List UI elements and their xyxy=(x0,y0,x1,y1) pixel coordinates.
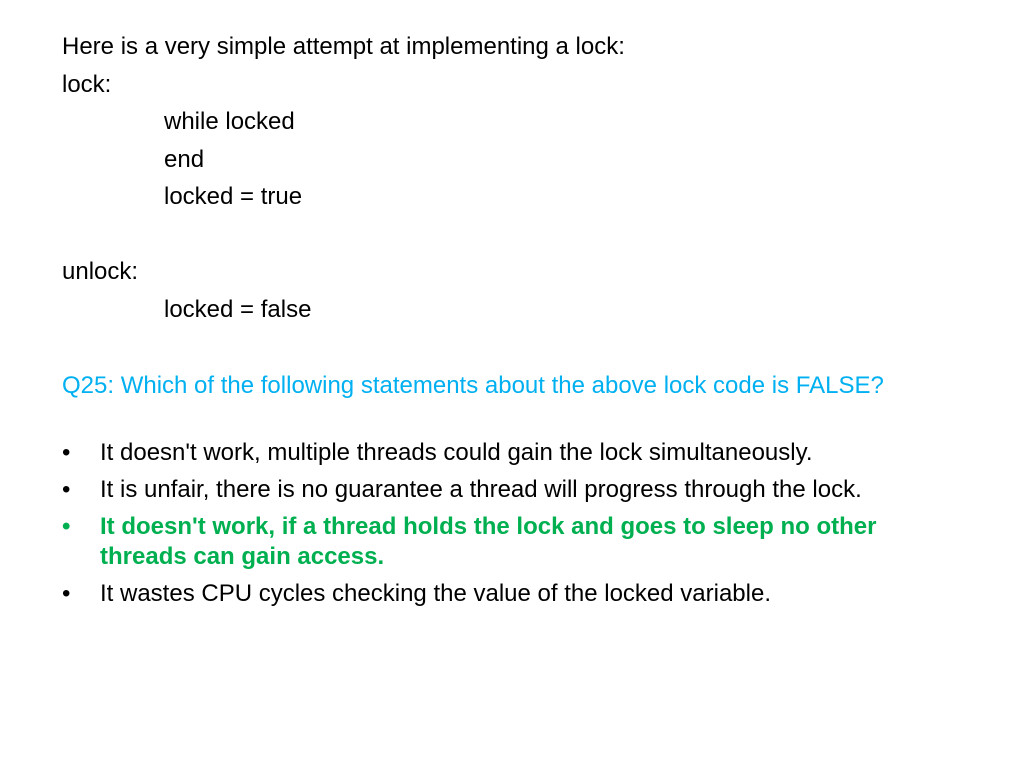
option-text: It doesn't work, if a thread holds the lock and goes to sleep no other threads can gain access. xyxy=(100,513,877,570)
option-text: It doesn't work, multiple threads could gain the lock simultaneously. xyxy=(100,439,813,466)
bullet-icon: • xyxy=(62,476,71,503)
bullet-icon: • xyxy=(62,580,71,607)
option-text: It is unfair, there is no guarantee a thread will progress through the lock. xyxy=(100,476,862,503)
bullet-icon: • xyxy=(62,439,71,466)
question-text: Q25: Which of the following statements about the above lock code is FALSE? xyxy=(62,372,884,399)
code-line-locked-false: locked = false xyxy=(164,296,312,323)
code-line-while: while locked xyxy=(164,108,295,135)
option-1 xyxy=(62,438,962,468)
option-4 xyxy=(62,579,962,609)
unlock-label: unlock: xyxy=(62,258,139,285)
lock-label: lock: xyxy=(62,71,112,98)
option-2 xyxy=(62,475,962,505)
answer-options xyxy=(62,438,962,616)
code-line-end: end xyxy=(164,146,205,173)
option-3-correct xyxy=(62,512,962,572)
bullet-icon: • xyxy=(62,513,71,540)
option-text: It wastes CPU cycles checking the value of the locked variable. xyxy=(100,580,771,607)
code-line-locked-true: locked = true xyxy=(164,183,303,210)
intro-text: Here is a very simple attempt at implementing a lock: xyxy=(62,33,625,60)
